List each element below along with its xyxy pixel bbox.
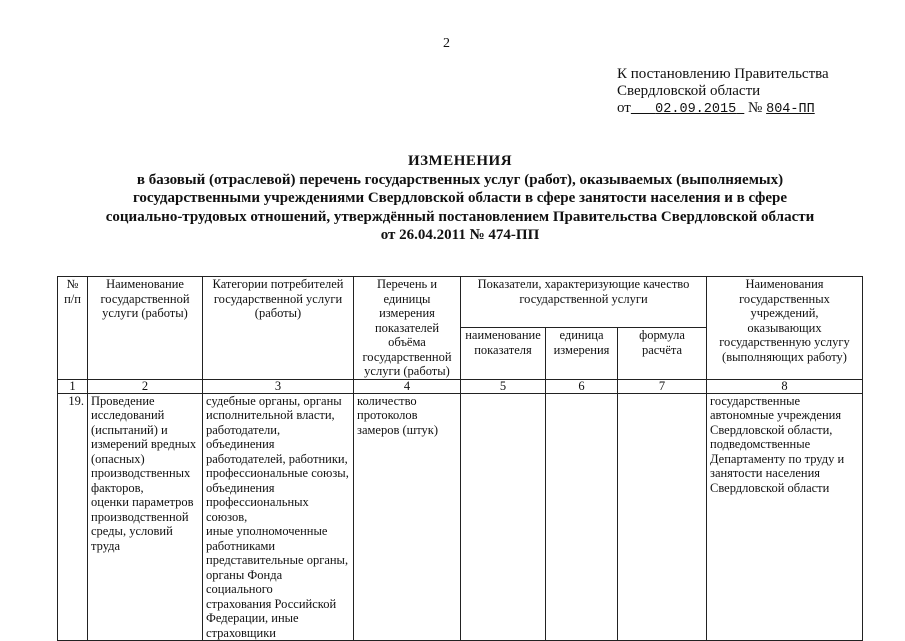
header-service-name: Наименование государственной услуги (работы) — [88, 277, 203, 380]
cell-consumers: судебные органы, органы исполнительной власти, работодатели, объединения работодателей, работники, профессиональные союзы, объединения профессиональных союзов, иные уполномоченные работниками представительные органы, органы Фонда социального страхования Российской Федерации, иные страховщики — [203, 393, 354, 641]
column-number: 7 — [618, 379, 707, 393]
title-line: в базовый (отраслевой) перечень государственных услуг (работ), оказываемых (выполняемых) — [136, 171, 784, 188]
column-number: 4 — [354, 379, 461, 393]
header-volume: Перечень и единицы измерения показателей объёма государственной услуги (работы) — [354, 277, 461, 380]
page-number: 2 — [443, 36, 450, 51]
header-quality-group: Показатели, характеризующие качество государственной услуги — [461, 277, 707, 328]
cell-quality-formula — [618, 393, 707, 641]
column-number: 3 — [203, 379, 354, 393]
decree-number: 804-ПП — [766, 102, 815, 117]
cell-quality-name — [461, 393, 546, 641]
header-quality-formula: формула расчёта — [618, 328, 707, 379]
header-institutions: Наименования государственных учреждений, оказывающих государственную услугу (выполняющих работу) — [707, 277, 863, 380]
cell-service-name: Проведение исследований (испытаний) и измерений вредных (опасных) производственных факторов, оценки параметров производственной среды, условий труда — [88, 393, 203, 641]
column-number: 6 — [546, 379, 618, 393]
header-quality-name: наименование показателя — [461, 328, 546, 379]
services-table — [57, 276, 863, 641]
decree-date: 02.09.2015 — [655, 102, 737, 117]
column-number-row — [58, 379, 863, 393]
title-line: социально-трудовых отношений, утверждённый постановлением Правительства Свердловской области — [105, 208, 815, 225]
title-line: государственными учреждениями Свердловской области в сфере занятости населения и в сфере — [132, 190, 788, 206]
title-line: от 26.04.2011 № 474-ПП — [380, 227, 540, 243]
row-number: 19. — [58, 393, 88, 641]
cell-quality-unit — [546, 393, 618, 641]
appendix-block — [617, 66, 829, 118]
date-prefix: от — [617, 100, 631, 116]
header-num: № п/п — [58, 277, 88, 380]
appendix-line-2: Свердловской области — [617, 83, 761, 99]
header-row — [58, 277, 863, 328]
column-number: 1 — [58, 379, 88, 393]
header-quality-unit: единица измерения — [546, 328, 618, 379]
title-heading: ИЗМЕНЕНИЯ — [407, 153, 513, 169]
appendix-line-1: К постановлению Правительства — [617, 66, 829, 82]
cell-institutions: государственные автономные учреждения Свердловской области, подведомственные Департаменту по труду и занятости населения Свердловской области — [707, 393, 863, 641]
document-title — [60, 152, 860, 245]
column-number: 2 — [88, 379, 203, 393]
column-number: 8 — [707, 379, 863, 393]
number-prefix: № — [748, 100, 763, 116]
header-consumers: Категории потребителей государственной услуги (работы) — [203, 277, 354, 380]
appendix-date-line — [617, 100, 829, 118]
cell-volume: количество протоколов замеров (штук) — [354, 393, 461, 641]
column-number: 5 — [461, 379, 546, 393]
table-row — [58, 393, 863, 641]
